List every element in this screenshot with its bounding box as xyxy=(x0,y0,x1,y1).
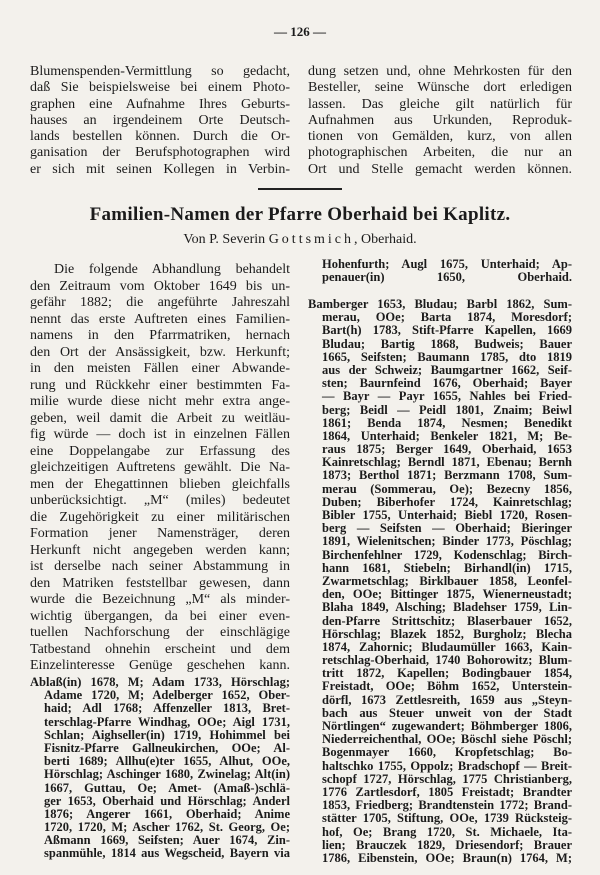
text-line: 1720, 1720, M; Ascher 1762, St. Georg, Oe; xyxy=(44,821,290,835)
text-line: in den meisten Fällen einer Abwande- xyxy=(30,361,290,376)
text-line: Die folgende Abhandlung behandelt xyxy=(54,262,290,277)
text-line: Blaha 1849, Alsching; Bladehser 1759, Lin- xyxy=(322,601,572,615)
text-line: raus 1875; Berger 1649, Oberhaid, 1653 xyxy=(322,443,572,457)
text-line: lien; Brauczek 1829, Driesendorf; Brauer xyxy=(322,838,572,852)
text-line: schopf 1727, Hörschlag, 1775 Christianberg, xyxy=(322,772,572,786)
article-title: Familien-Namen der Pfarre Oberhaid bei Kaplitz. xyxy=(89,204,511,225)
text-line: tionen von Gemälden, kurz, von allen xyxy=(308,129,572,145)
text-line: den-Pfarre Strittschitz; Blaserbauer 1652, xyxy=(322,614,572,628)
byline-author: Gottsmich xyxy=(268,232,355,247)
text-line: Freistadt, OOe; Böhm 1652, Unterstein- xyxy=(322,680,572,694)
text-line: 1891, Wielenitschen; Binder 1773, Pöschlag; xyxy=(322,535,572,549)
text-line: eine Doppelangabe zur Erfassung des xyxy=(30,443,290,459)
text-line: milie wurde diese nicht mehr extra ange- xyxy=(30,394,290,409)
text-line: 1853, Friedberg; Brandtenstein 1772; Brand- xyxy=(322,799,572,813)
text-line: ist derselbe nach seiner Abstammung in xyxy=(30,559,290,574)
text-line: bach aus Steuer unweit von der Stadt xyxy=(322,706,572,720)
text-line: berg — Seifsten — Oberhaid; Bieringer xyxy=(322,522,572,536)
text-line: Formation jener Namensträger, deren xyxy=(30,526,290,541)
byline-suffix: , Oberhaid. xyxy=(354,232,417,247)
text-line: haid; Adl 1768; Affenzeller 1813, Bret- xyxy=(44,702,290,716)
text-line: Hohenfurth; Augl 1675, Unterhaid; Ap- xyxy=(322,258,572,271)
text-line: hauses an irgendeinem Orte Deutsch- xyxy=(30,112,290,128)
text-line: 1776 Zartlesdorf, 1805 Freistadt; Brandter xyxy=(322,785,572,799)
text-line: 1873; Berthol 1871; Berzmann 1708, Sum- xyxy=(322,469,572,483)
name-list-a xyxy=(30,676,290,861)
text-line: 1667, Guttau, Oe; Amet- (Amaß-)schlä- xyxy=(44,781,290,795)
text-line: Duben; Biberhofer 1724, Kainretschlag; xyxy=(322,495,572,509)
text-line: Nörtlingen“ zugewandert; Böhmberger 1806, xyxy=(322,720,572,733)
text-line: namens in den Pfarrmatriken, hernach xyxy=(30,328,290,343)
text-line: dung setzen und, ohne Mehrkosten für den xyxy=(308,64,572,79)
text-line: Bludau; Bartig 1868, Budweis; Bauer xyxy=(322,337,572,351)
text-line: Kainretschlag; Berndl 1871, Ebenau; Bernh xyxy=(322,456,572,470)
text-line: Hörschlag; Blazek 1852, Burgholz; Blecha xyxy=(322,627,572,641)
text-line: terschlag-Pfarre Windhag, OOe; Aigl 1731, xyxy=(44,715,290,729)
text-line: lands bestellen können. Durch die Or- xyxy=(30,129,290,145)
text-line: Bart(h) 1783, Stift-Pfarre Kapellen, 1669 xyxy=(322,324,572,338)
text-line: haltschko 1755, Oppolz; Bradschopf — Breit- xyxy=(322,759,572,773)
text-line: dörfl, 1673 Zettlesreith, 1659 aus „Steyn- xyxy=(322,693,572,707)
text-line: Tatbestand ohnehin erscheint und dem xyxy=(30,641,290,657)
text-line: aus der Schweiz; Baumgartner 1662, Seif- xyxy=(322,363,572,377)
top-right-column xyxy=(308,64,572,178)
text-line: merau (Sommerau, Oe); Bezecny 1856, xyxy=(322,482,572,496)
text-line: daß Sie beispielsweise bei einem Photo- xyxy=(30,80,290,96)
text-line: 1665, Seifsten; Baumann 1785, dto 1819 xyxy=(322,350,572,364)
page-number: — 126 — xyxy=(274,24,326,39)
article-byline xyxy=(0,232,600,248)
text-line: Fisnitz-Pfarre Gallneukirchen, OOe; Al- xyxy=(44,741,290,755)
text-line: Aufnahmen aus Urkunden, Reproduk- xyxy=(308,112,572,128)
text-line: den, OOe; Bittinger 1875, Wienerneustadt; xyxy=(322,588,572,602)
text-line: die Zugehörigkeit zu einer militärischen xyxy=(30,509,290,525)
text-line: penauer(in) 1650, Oberhaid. xyxy=(322,271,572,285)
text-line: Ablaß(in) 1678, M; Adam 1733, Hörschlag; xyxy=(30,676,290,689)
text-line: ger 1653, Oberhaid und Hörschlag; Anderl xyxy=(44,794,290,808)
text-line: Bibler 1755, Unterhaid; Biebl 1720, Rosen- xyxy=(322,509,572,522)
text-line: wichtig übergangen, da bei einer even- xyxy=(30,608,290,624)
text-line: den Ort der Ansässigkeit, bzw. Herkunft; xyxy=(30,344,290,360)
text-line: Birchenfehlner 1729, Kodenschlag; Birch- xyxy=(322,548,572,562)
text-line: Besteller, seine Wünsche dort erledigen xyxy=(308,80,572,96)
text-line: tritt 1872, Kapellen; Bodingbauer 1854, xyxy=(322,667,572,681)
text-line: geben, weil damit die Arbeit zu weitläu- xyxy=(30,410,290,426)
text-line: den Matriken feststellbar gewesen, dann xyxy=(30,575,290,591)
text-line: stätter 1705, Stiftung, OOe, 1739 Rücksteig- xyxy=(322,812,572,826)
text-line: rung und Rückkehr einer bestimmten Fa- xyxy=(30,377,290,393)
text-line: — Bayr — Payr 1655, Nahles bei Fried- xyxy=(322,390,572,404)
name-list-b xyxy=(308,298,572,865)
text-line: ganisation der Berufsphotographen wird xyxy=(30,145,290,161)
text-line: Zwarmetschlag; Birklbauer 1858, Leonfel- xyxy=(322,574,572,588)
text-line: er sich mit seinen Kollegen in Verbin- xyxy=(30,161,290,177)
intro-paragraph xyxy=(30,262,290,675)
text-line: spanmühle, 1814 aus Wegscheid, Bayern via xyxy=(44,847,290,861)
text-line: 1861; Benda 1874, Nesmen; Benedikt xyxy=(322,416,572,430)
text-line: men der Ehegattinnen blieben gleichfalls xyxy=(30,476,290,492)
text-line: 1874, Zahornic; Bludaumüller 1663, Kain- xyxy=(322,640,572,654)
text-line: 1864, Unterhaid; Benkeler 1821, M; Be- xyxy=(322,429,572,443)
name-list-a-continued xyxy=(308,258,572,284)
text-line: Aßmann 1669, Seifsten; Auer 1674, Zin- xyxy=(44,834,290,848)
text-line: gleichzeitigen Auftretens gewählt. Die Na- xyxy=(30,460,290,475)
text-line: gefähr 1882; die angeführte Jahreszahl xyxy=(30,295,290,310)
section-divider xyxy=(258,188,342,190)
top-left-column xyxy=(30,64,290,178)
text-line: Blumenspenden-Vermittlung so gedacht, xyxy=(30,64,290,79)
text-line: graphen eine Aufnahme Ihres Geburts- xyxy=(30,96,290,112)
text-line: 1786, Eibenstein, OOe; Braun(n) 1764, M; xyxy=(322,851,572,865)
text-line: Bogenmayer 1660, Kropfetschlag; Bo- xyxy=(322,746,572,760)
text-line: hann 1681, Stiebeln; Birhandl(in) 1715, xyxy=(322,561,572,575)
text-line: sten; Baurnfeind 1676, Oberhaid; Bayer xyxy=(322,377,572,391)
text-line: fig würde — doch ist in einzelnen Fällen xyxy=(30,427,290,442)
text-line: Bamberger 1653, Bludau; Barbl 1862, Sum- xyxy=(308,298,572,311)
text-line: Schlan; Aighseller(in) 1719, Hohimmel bei xyxy=(44,728,290,742)
text-line: unberücksichtigt. „M“ (miles) bedeutet xyxy=(30,493,290,508)
byline-prefix: Von P. Severin xyxy=(183,232,266,247)
text-line: nennt das erste Auftreten eines Familien- xyxy=(30,311,290,327)
text-line: hof, Oe; Brang 1720, St. Michaele, Ita- xyxy=(322,825,572,839)
text-line: wurde die Bezeichnung „M“ als minder- xyxy=(30,592,290,607)
text-line: Ort und Stelle gemacht werden können. xyxy=(308,161,572,177)
text-line: Herkunft nicht angegeben werden kann; xyxy=(30,542,290,558)
text-line: retschlag-Oberhaid, 1740 Bohorowitz; Blum- xyxy=(322,654,572,668)
text-line: Hörschlag; Aschinger 1680, Zwinelag; Alt(in) xyxy=(44,768,290,782)
text-line: lassen. Das gleiche gilt natürlich für xyxy=(308,96,572,112)
text-line: 1876; Angerer 1661, Oberhaid; Anime xyxy=(44,807,290,821)
text-line: den Zeitraum vom Oktober 1649 bis un- xyxy=(30,278,290,294)
text-line: Adame 1720, M; Adelberger 1652, Ober- xyxy=(44,689,290,703)
text-line: tuellen Nachforschung der einschlägige xyxy=(30,625,290,640)
text-line: photographischen Arbeiten, die nur an xyxy=(308,145,572,161)
text-line: Niederreichenthal, OOe; Böschl siehe Pöschl; xyxy=(322,733,572,747)
text-line: berti 1689; Allhu(e)ter 1655, Alhut, OOe, xyxy=(44,755,290,769)
text-line: berg; Beidl — Peidl 1801, Znaim; Beiwl xyxy=(322,403,572,417)
text-line: merau, OOe; Barta 1874, Moresdorf; xyxy=(322,311,572,325)
text-line: Einzelinteresse Genüge geschehen kann. xyxy=(30,658,290,673)
